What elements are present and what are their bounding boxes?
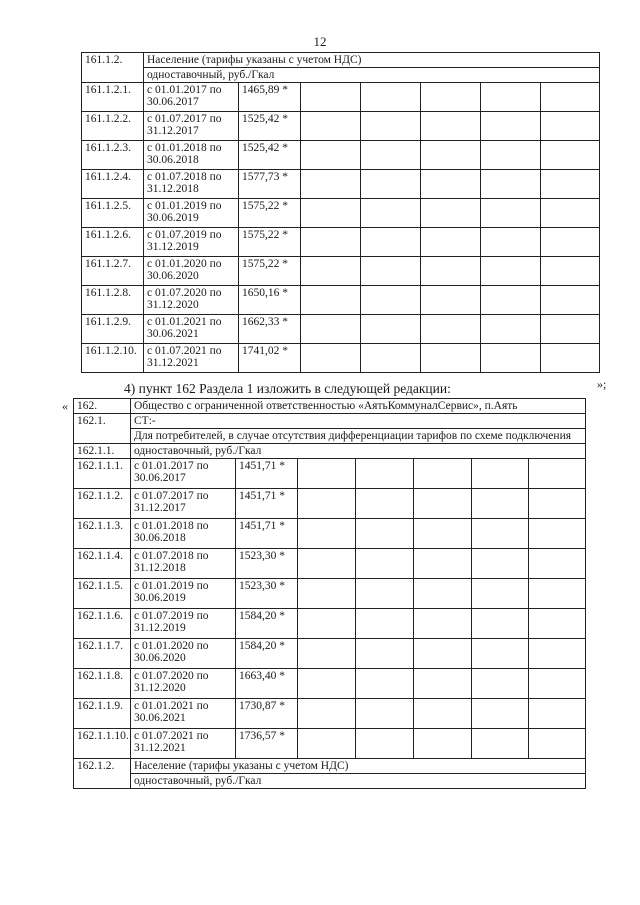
empty-cell: [356, 609, 414, 639]
empty-cell: [298, 669, 356, 699]
empty-cell: [541, 344, 600, 373]
org-code: 162.: [74, 399, 131, 414]
empty-cell: [472, 639, 529, 669]
empty-cell: [298, 519, 356, 549]
tariff-row: [82, 83, 600, 112]
closing-quote: »;: [597, 377, 607, 391]
empty-cell: [298, 549, 356, 579]
empty-cell: [472, 549, 529, 579]
row-code: 161.1.2.10.: [82, 344, 144, 373]
row-code: 162.1.1.6.: [74, 609, 131, 639]
row-period: с 01.07.2020 по 31.12.2020: [144, 286, 239, 315]
empty-cell: [414, 549, 472, 579]
row-code: 162.1.1.5.: [74, 579, 131, 609]
empty-cell: [529, 609, 586, 639]
tariff-row: [82, 315, 600, 344]
empty-cell: [472, 669, 529, 699]
row-code: 162.1.1.3.: [74, 519, 131, 549]
empty-cell: [356, 729, 414, 759]
empty-cell: [529, 489, 586, 519]
row-value: 1584,20 *: [236, 639, 298, 669]
empty-cell: [414, 459, 472, 489]
empty-cell: [414, 669, 472, 699]
row-period: с 01.07.2021 по 31.12.2021: [144, 344, 239, 373]
system-note-row: [74, 429, 586, 444]
row-period: с 01.07.2021 по 31.12.2021: [131, 729, 236, 759]
row-period: с 01.01.2019 по 30.06.2019: [144, 199, 239, 228]
row-code: 161.1.2.5.: [82, 199, 144, 228]
empty-cell: [529, 549, 586, 579]
row-period: с 01.01.2021 по 30.06.2021: [144, 315, 239, 344]
row-code: 162.1.1.9.: [74, 699, 131, 729]
empty-cell: [541, 257, 600, 286]
empty-cell: [361, 257, 421, 286]
empty-cell: [481, 112, 541, 141]
tariff-row: [82, 170, 600, 199]
empty-cell: [356, 579, 414, 609]
row-code: 162.1.1.1.: [74, 459, 131, 489]
empty-cell: [529, 639, 586, 669]
empty-cell: [301, 141, 361, 170]
empty-cell: [421, 141, 481, 170]
rate-row: [74, 444, 586, 459]
row-period: с 01.07.2018 по 31.12.2018: [144, 170, 239, 199]
empty-cell: [421, 315, 481, 344]
empty-cell: [529, 669, 586, 699]
empty-cell: [472, 459, 529, 489]
row-period: с 01.01.2018 по 30.06.2018: [144, 141, 239, 170]
row-period: с 01.01.2019 по 30.06.2019: [131, 579, 236, 609]
system-note: Для потребителей, в случае отсутствия дифференциации тарифов по схеме подключения: [131, 429, 586, 444]
empty-cell: [414, 639, 472, 669]
empty-cell: [481, 141, 541, 170]
row-period: с 01.01.2017 по 30.06.2017: [131, 459, 236, 489]
row-value: 1662,33 *: [239, 315, 301, 344]
tariff-row: [74, 519, 586, 549]
empty-cell: [361, 112, 421, 141]
empty-cell: [481, 344, 541, 373]
empty-cell: [361, 83, 421, 112]
empty-cell: [472, 579, 529, 609]
row-value: 1663,40 *: [236, 669, 298, 699]
empty-cell: [298, 579, 356, 609]
tariff-row: [82, 141, 600, 170]
empty-cell: [421, 83, 481, 112]
empty-cell: [472, 519, 529, 549]
row-value: 1465,89 *: [239, 83, 301, 112]
row-value: 1451,71 *: [236, 459, 298, 489]
row-value: 1575,22 *: [239, 257, 301, 286]
tariff-row: [74, 669, 586, 699]
row-period: с 01.01.2021 по 30.06.2021: [131, 699, 236, 729]
tariff-row: [74, 609, 586, 639]
empty-cell: [481, 228, 541, 257]
empty-cell: [529, 459, 586, 489]
row-period: с 01.01.2017 по 30.06.2017: [144, 83, 239, 112]
empty-cell: [481, 83, 541, 112]
empty-cell: [301, 286, 361, 315]
empty-cell: [356, 669, 414, 699]
empty-cell: [481, 257, 541, 286]
tariff-row: [74, 729, 586, 759]
empty-cell: [472, 729, 529, 759]
system-name: СТ:-: [131, 414, 586, 429]
row-value: 1575,22 *: [239, 199, 301, 228]
system-row: [74, 414, 586, 429]
empty-cell: [421, 170, 481, 199]
opening-quote: «: [62, 399, 68, 413]
row-code: 162.1.1.8.: [74, 669, 131, 699]
tariff-row: [74, 639, 586, 669]
tariff-row: [82, 228, 600, 257]
row-code: 162.1.1.10.: [74, 729, 131, 759]
empty-cell: [298, 459, 356, 489]
section-subtitle-row: [74, 774, 586, 789]
empty-cell: [421, 257, 481, 286]
page-number: 12: [313, 34, 327, 49]
rate-code: 162.1.1.: [74, 444, 131, 459]
row-value: 1523,30 *: [236, 579, 298, 609]
empty-cell: [298, 489, 356, 519]
row-period: с 01.07.2018 по 31.12.2018: [131, 549, 236, 579]
empty-cell: [414, 489, 472, 519]
empty-cell: [301, 112, 361, 141]
empty-cell: [472, 489, 529, 519]
tariff-row: [82, 199, 600, 228]
row-value: 1451,71 *: [236, 519, 298, 549]
tariff-row: [74, 489, 586, 519]
empty-cell: [529, 699, 586, 729]
empty-cell: [541, 199, 600, 228]
empty-cell: [361, 315, 421, 344]
empty-cell: [481, 315, 541, 344]
empty-cell: [481, 286, 541, 315]
empty-cell: [361, 344, 421, 373]
row-period: с 01.07.2019 по 31.12.2019: [144, 228, 239, 257]
tariff-row: [82, 112, 600, 141]
section-subtitle: одноставочный, руб./Гкал: [131, 774, 586, 789]
row-code: 161.1.2.6.: [82, 228, 144, 257]
empty-cell: [356, 699, 414, 729]
empty-cell: [481, 199, 541, 228]
section-code: 161.1.2.: [82, 53, 144, 83]
org-name: Общество с ограниченной ответственностью «АятьКоммуналСервис», п.Аять: [131, 399, 586, 414]
row-value: 1451,71 *: [236, 489, 298, 519]
row-code: 161.1.2.1.: [82, 83, 144, 112]
empty-cell: [414, 699, 472, 729]
empty-cell: [421, 228, 481, 257]
row-period: с 01.07.2019 по 31.12.2019: [131, 609, 236, 639]
empty-cell: [356, 639, 414, 669]
rate-label: одноставочный, руб./Гкал: [131, 444, 586, 459]
amendment-instruction: 4) пункт 162 Раздела 1 изложить в следующей редакции:: [124, 381, 451, 396]
row-value: 1741,02 *: [239, 344, 301, 373]
row-value: 1575,22 *: [239, 228, 301, 257]
row-value: 1525,42 *: [239, 112, 301, 141]
empty-cell: [541, 286, 600, 315]
empty-cell: [421, 286, 481, 315]
empty-cell: [361, 141, 421, 170]
tariff-row: [74, 459, 586, 489]
section-row: [74, 759, 586, 774]
row-code: 161.1.2.4.: [82, 170, 144, 199]
empty-cell: [298, 639, 356, 669]
empty-cell: [301, 83, 361, 112]
row-code: 162.1.1.4.: [74, 549, 131, 579]
row-value: 1584,20 *: [236, 609, 298, 639]
empty-cell: [421, 199, 481, 228]
org-row: [74, 399, 586, 414]
row-value: 1736,57 *: [236, 729, 298, 759]
row-period: с 01.07.2017 по 31.12.2017: [131, 489, 236, 519]
empty-cell: [421, 112, 481, 141]
tariff-row: [74, 549, 586, 579]
row-value: 1650,16 *: [239, 286, 301, 315]
empty-cell: [421, 344, 481, 373]
system-code: 162.1.: [74, 414, 131, 444]
empty-cell: [541, 315, 600, 344]
row-period: с 01.01.2020 по 30.06.2020: [144, 257, 239, 286]
row-code: 161.1.2.2.: [82, 112, 144, 141]
empty-cell: [356, 549, 414, 579]
empty-cell: [361, 199, 421, 228]
empty-cell: [414, 579, 472, 609]
empty-cell: [301, 315, 361, 344]
row-code: 162.1.1.7.: [74, 639, 131, 669]
empty-cell: [529, 729, 586, 759]
empty-cell: [361, 228, 421, 257]
row-value: 1523,30 *: [236, 549, 298, 579]
section-row: [82, 53, 600, 68]
tariff-row: [82, 257, 600, 286]
tariff-table-162: [73, 398, 586, 789]
empty-cell: [356, 519, 414, 549]
empty-cell: [414, 609, 472, 639]
empty-cell: [301, 170, 361, 199]
row-value: 1525,42 *: [239, 141, 301, 170]
tariff-row: [74, 579, 586, 609]
tariff-row: [82, 286, 600, 315]
row-code: 161.1.2.9.: [82, 315, 144, 344]
empty-cell: [481, 170, 541, 199]
row-period: с 01.01.2020 по 30.06.2020: [131, 639, 236, 669]
empty-cell: [541, 141, 600, 170]
empty-cell: [541, 112, 600, 141]
tariff-row: [82, 344, 600, 373]
row-value: 1577,73 *: [239, 170, 301, 199]
row-period: с 01.07.2017 по 31.12.2017: [144, 112, 239, 141]
empty-cell: [298, 729, 356, 759]
row-value: 1730,87 *: [236, 699, 298, 729]
empty-cell: [541, 170, 600, 199]
empty-cell: [541, 228, 600, 257]
section-code: 162.1.2.: [74, 759, 131, 789]
section-subtitle: одноставочный, руб./Гкал: [144, 68, 600, 83]
empty-cell: [472, 609, 529, 639]
row-code: 161.1.2.3.: [82, 141, 144, 170]
row-code: 161.1.2.7.: [82, 257, 144, 286]
empty-cell: [301, 344, 361, 373]
section-subtitle-row: [82, 68, 600, 83]
empty-cell: [356, 489, 414, 519]
empty-cell: [298, 609, 356, 639]
empty-cell: [414, 519, 472, 549]
empty-cell: [414, 729, 472, 759]
row-code: 162.1.1.2.: [74, 489, 131, 519]
empty-cell: [356, 459, 414, 489]
row-code: 161.1.2.8.: [82, 286, 144, 315]
empty-cell: [361, 170, 421, 199]
empty-cell: [361, 286, 421, 315]
empty-cell: [529, 579, 586, 609]
empty-cell: [301, 228, 361, 257]
section-title: Население (тарифы указаны с учетом НДС): [144, 53, 600, 68]
empty-cell: [301, 199, 361, 228]
section-title: Население (тарифы указаны с учетом НДС): [131, 759, 586, 774]
row-period: с 01.01.2018 по 30.06.2018: [131, 519, 236, 549]
empty-cell: [298, 699, 356, 729]
empty-cell: [301, 257, 361, 286]
empty-cell: [541, 83, 600, 112]
empty-cell: [472, 699, 529, 729]
tariff-table-161: [81, 52, 600, 373]
row-period: с 01.07.2020 по 31.12.2020: [131, 669, 236, 699]
empty-cell: [529, 519, 586, 549]
tariff-row: [74, 699, 586, 729]
